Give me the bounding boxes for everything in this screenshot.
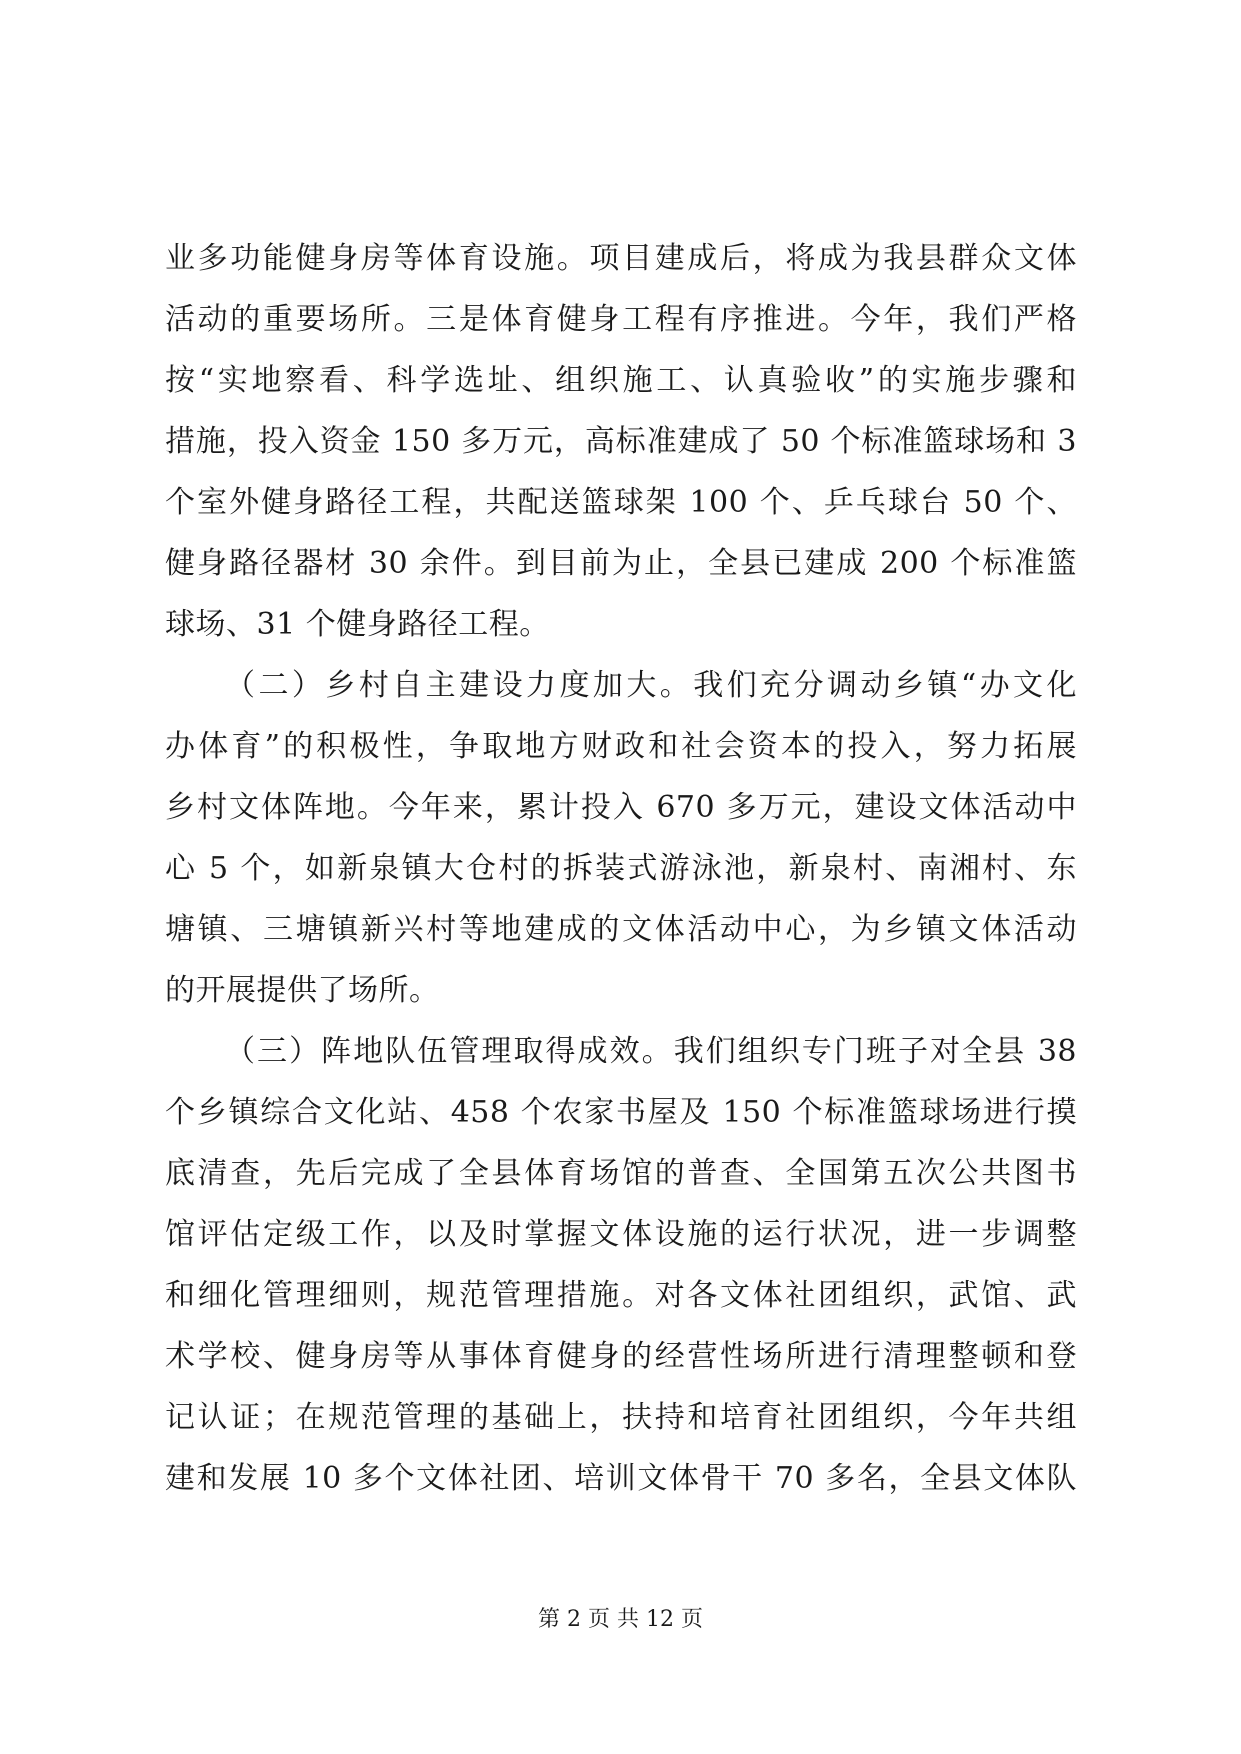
text-line: 业多功能健身房等体育设施。项目建成后，将成为我县群众文体 <box>165 241 1077 276</box>
text-line: 塘镇、三塘镇新兴村等地建成的文体活动中心，为乡镇文体活动 <box>165 912 1077 947</box>
text-line: 建和发展 10 多个文体社团、培训文体骨干 70 多名，全县文体队 <box>165 1461 1077 1496</box>
text-line: 按“实地察看、科学选址、组织施工、认真验收”的实施步骤和 <box>165 363 1077 398</box>
text-line: 底清查，先后完成了全县体育场馆的普查、全国第五次公共图书 <box>165 1156 1077 1191</box>
text-line: 心 5 个，如新泉镇大仓村的拆装式游泳池，新泉村、南湘村、东 <box>165 851 1077 886</box>
text-line: 措施，投入资金 150 多万元，高标准建成了 50 个标准篮球场和 3 <box>165 424 1077 459</box>
text-line: 乡村文体阵地。今年来，累计投入 670 多万元，建设文体活动中 <box>165 790 1077 825</box>
text-line: 的开展提供了场所。 <box>165 973 440 1008</box>
text-line: 活动的重要场所。三是体育健身工程有序推进。今年，我们严格 <box>165 302 1077 337</box>
text-line: 和细化管理细则，规范管理措施。对各文体社团组织，武馆、武 <box>165 1278 1077 1313</box>
text-line: 个室外健身路径工程，共配送篮球架 100 个、乒乓球台 50 个、 <box>165 485 1077 520</box>
text-line: 健身路径器材 30 余件。到目前为止，全县已建成 200 个标准篮 <box>165 546 1077 581</box>
text-line: 个乡镇综合文化站、458 个农家书屋及 150 个标准篮球场进行摸 <box>165 1095 1077 1130</box>
text-line: 记认证；在规范管理的基础上，扶持和培育社团组织，今年共组 <box>165 1400 1077 1435</box>
text-line: 办体育”的积极性，争取地方财政和社会资本的投入，努力拓展 <box>165 729 1077 764</box>
text-line: 球场、31 个健身路径工程。 <box>165 607 550 642</box>
document-body <box>165 228 1077 1509</box>
page-number-footer: 第 2 页 共 12 页 <box>538 1607 703 1632</box>
paragraph-heading-line: （三）阵地队伍管理取得成效。我们组织专门班子对全县 38 <box>225 1034 1077 1069</box>
paragraph-heading-line: （二）乡村自主建设力度加大。我们充分调动乡镇“办文化 <box>225 668 1077 703</box>
text-line: 馆评估定级工作，以及时掌握文体设施的运行状况，进一步调整 <box>165 1217 1077 1252</box>
text-line: 术学校、健身房等从事体育健身的经营性场所进行清理整顿和登 <box>165 1339 1077 1374</box>
